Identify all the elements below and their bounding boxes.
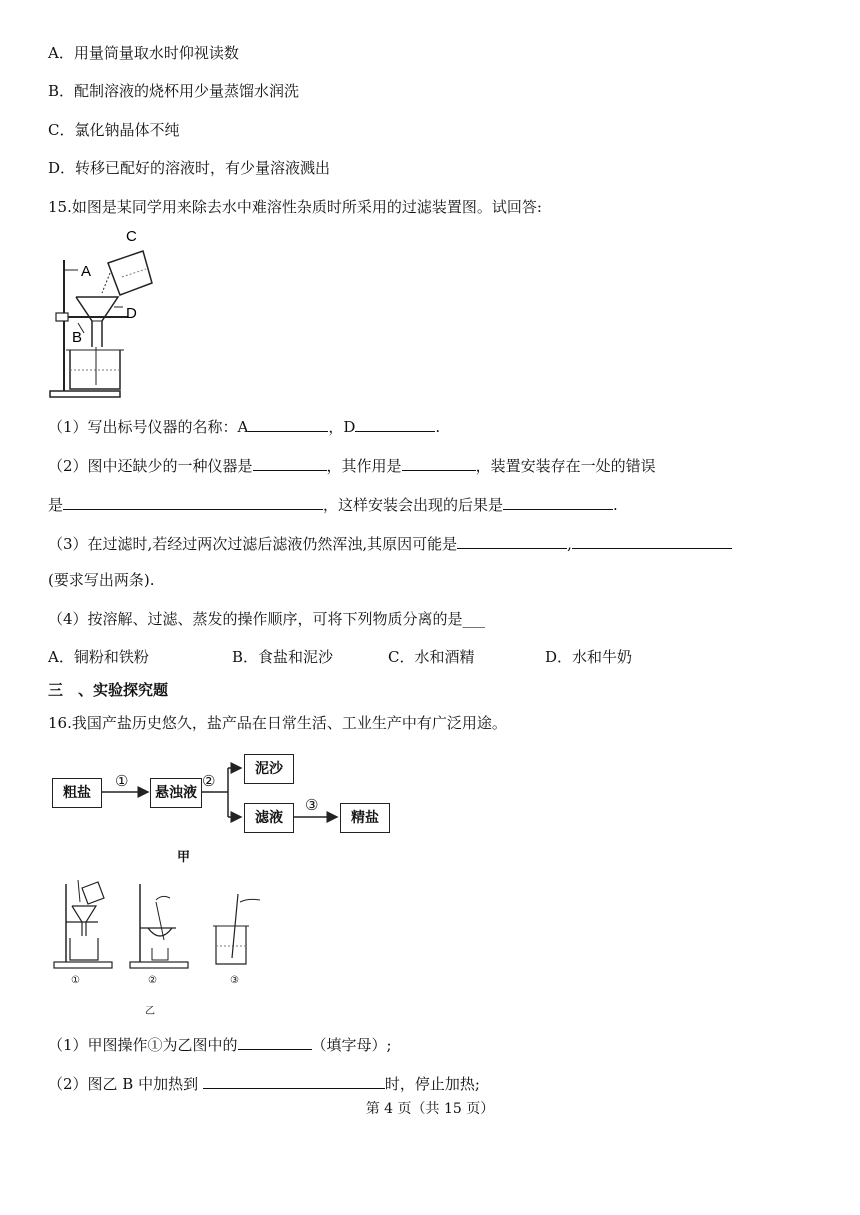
q15-option-c: C．水和酒精: [388, 648, 475, 666]
flow-caption: 甲: [177, 850, 191, 865]
answer-blank-heating[interactable]: [203, 1072, 385, 1089]
q16-part1-prefix: （1）甲图操作①为乙图中的: [48, 1036, 238, 1054]
q16-part2-end: 时，停止加热;: [384, 1075, 480, 1093]
q16-part1-end: （填字母）;: [311, 1036, 392, 1054]
q15-part2-end: ，装置安装存在一处的错误: [475, 457, 656, 475]
op-fig-caption: 乙: [145, 1006, 155, 1017]
answer-blank-consequence[interactable]: [503, 493, 613, 510]
op-fig-num-1: ①: [71, 975, 80, 986]
q15-part2b-prefix: 是: [48, 496, 64, 514]
q15-part1: [48, 415, 440, 437]
answer-blank-reason-2[interactable]: [572, 532, 732, 549]
answer-blank-missing-instrument[interactable]: [253, 454, 327, 471]
q15-part4: （4）按溶解、过滤、蒸发的操作顺序，可将下列物质分离的是___: [48, 610, 486, 628]
q15-part2-mid: ，其作用是: [326, 457, 402, 475]
flow-box-refined-salt: 精盐: [340, 803, 390, 833]
q15-option-d: D．水和牛奶: [545, 648, 633, 666]
fig-label-a: A: [81, 263, 92, 280]
q14-option-c: C．氯化钠晶体不纯: [48, 121, 180, 139]
q15-part3: [48, 532, 732, 554]
answer-blank-a[interactable]: [248, 415, 328, 432]
operation-figures: [48, 872, 288, 972]
section-heading: 三 、实验探究题: [48, 681, 169, 699]
op-fig-num-2: ②: [148, 975, 157, 986]
answer-blank-letter[interactable]: [238, 1033, 312, 1050]
flow-box-sediment: 泥沙: [244, 754, 294, 784]
flow-step-2: ②: [202, 772, 216, 790]
flow-step-1: ①: [115, 772, 129, 790]
q16-part2-prefix: （2）图乙 B 中加热到: [48, 1075, 203, 1093]
q15-option-b: B．食盐和泥沙: [232, 648, 334, 666]
q15-part2b-end: .: [613, 496, 618, 514]
flow-step-3: ③: [305, 796, 319, 814]
q16-part1: [48, 1033, 392, 1055]
fig-label-d: D: [126, 305, 137, 322]
q15-part1-prefix: （1）写出标号仪器的名称：A: [48, 418, 249, 436]
q15-part1-end: .: [435, 418, 441, 436]
answer-blank-reason-1[interactable]: [457, 532, 567, 549]
q14-option-a: A．用量筒量取水时仰视读数: [48, 44, 239, 62]
q15-part2-cont: [48, 493, 618, 515]
page-footer: 第 4 页（共 15 页）: [365, 1101, 495, 1117]
q14-option-d: D．转移已配好的溶液时，有少量溶液溅出: [48, 159, 331, 177]
q15-part3-cont: (要求写出两条).: [48, 571, 155, 589]
fig-label-b: B: [72, 329, 83, 346]
q16-part2: [48, 1072, 480, 1094]
answer-blank-d[interactable]: [355, 415, 435, 432]
op-fig-num-3: ③: [230, 975, 239, 986]
q15-part3-mid: ,: [567, 535, 572, 553]
flow-box-suspension: 悬浊液: [150, 778, 202, 808]
q15-part1-mid: ，D: [328, 418, 356, 436]
flow-box-crude-salt: 粗盐: [52, 778, 102, 808]
flow-box-filtrate: 滤液: [244, 803, 294, 833]
fig-label-c: C: [126, 228, 137, 245]
q15-option-a: A．铜粉和铁粉: [48, 648, 149, 666]
q15-part2: [48, 454, 656, 476]
answer-blank-error[interactable]: [63, 493, 323, 510]
filtration-apparatus-figure: [48, 225, 173, 400]
q15-stem: 15.如图是某同学用来除去水中难溶性杂质时所采用的过滤装置图。试回答:: [48, 198, 542, 216]
q15-part2-prefix: （2）图中还缺少的一种仪器是: [48, 457, 253, 475]
q14-option-b: B．配制溶液的烧杯用少量蒸馏水润洗: [48, 82, 300, 100]
answer-blank-function[interactable]: [402, 454, 476, 471]
q16-stem: 16.我国产盐历史悠久，盐产品在日常生活、工业生产中有广泛用途。: [48, 714, 507, 732]
q15-part3-prefix: （3）在过滤时,若经过两次过滤后滤液仍然浑浊,其原因可能是: [48, 535, 458, 553]
q15-part2b-mid: ，这样安装会出现的后果是: [323, 496, 504, 514]
